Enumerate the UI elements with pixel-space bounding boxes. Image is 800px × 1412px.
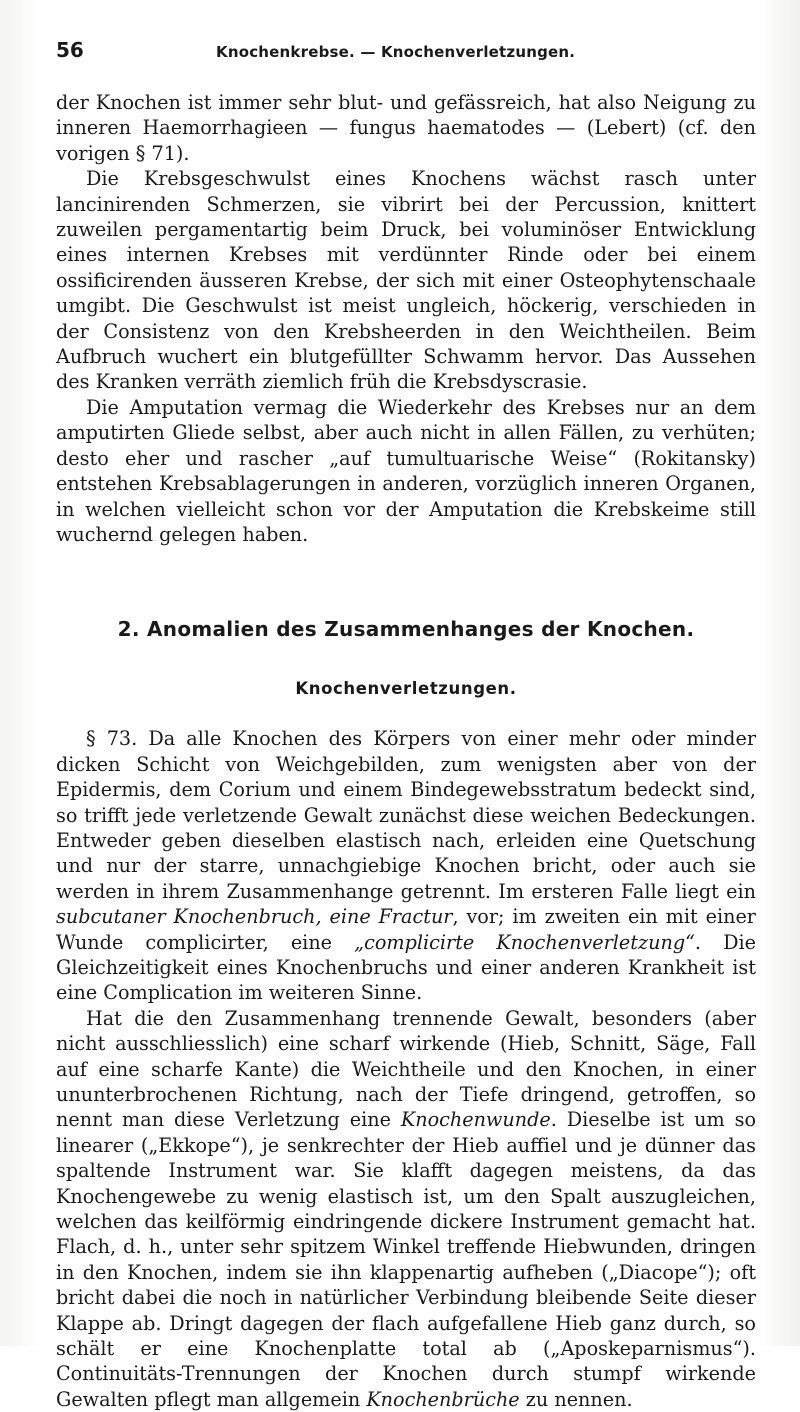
paragraph-knochenwunde-emphasis-1: Knochenwunde [400,1108,551,1132]
section-heading: 2. Anomalien des Zusammenhanges der Knochen. [117,617,695,642]
paragraph-73-emphasis-1: subcutaner Knochenbruch, eine Fractur [56,905,453,929]
subsection-heading: Knochenverletzungen. [295,679,517,699]
page-number: 56 [56,38,84,62]
paragraph-amputation: Die Amputation vermag die Wiederkehr des Krebses nur an dem amputirten Gliede selbst, aber auch nicht in allen Fällen, zu verhüten; desto eher und rascher „auf tumultuarische Weise“ (Rokitansky) entstehen Krebsablagerungen in anderen, vorzüglich inneren Organen, in welchen vielleicht schon vor der Amputation die Krebskeime still wuchernd gelegen haben. [56,395,756,546]
running-head [56,38,756,76]
paragraph-73-part-2: , vor; im zweiten ein mit einer Wunde complicirter, eine [56,905,756,954]
paragraph-73-part-3: . Die Gleichzeitigkeit eines Knochenbruchs und einer anderen Krankheit ist eine Complication im weiteren Sinne. [56,930,756,1005]
running-title: Knochenkrebse. — Knochenverletzungen. [216,43,576,61]
body-text-upper [56,90,756,547]
body-text-lower [56,726,756,1412]
paragraph-73 [56,726,756,1005]
paragraph-continued: der Knochen ist immer sehr blut- und gefässreich, hat also Neigung zu inneren Haemorrhagieen — fungus haematodes — (Lebert) (cf. den vorigen § 71). [56,91,756,165]
paragraph-knochenwunde [56,1006,756,1412]
paragraph-73-emphasis-2: „complicirte Knochenverletzung“ [354,930,695,954]
paragraph-krebsgeschwulst: Die Krebsgeschwulst eines Knochens wächst rasch unter lancinirenden Schmerzen, sie vibrirt bei der Percussion, knittert zuweilen pergamentartig beim Druck, bei voluminöser Entwicklung eines internen Krebses mit verdünnter Rinde oder bei einem ossificirenden äusseren Krebse, der sich mit einer Osteophytenschaale umgibt. Die Geschwulst ist meist ungleich, höckerig, verschieden in der Consistenz von den Krebsheerden in den Weichtheilen. Beim Aufbruch wuchert ein blutgefüllter Schwamm hervor. Das Aussehen des Kranken verräth ziemlich früh die Krebsdyscrasie. [56,167,756,394]
paragraph-knochenwunde-emphasis-2: Knochenbrüche [366,1387,520,1411]
paragraph-knochenwunde-part-1: Hat die den Zusammenhang trennende Gewalt, besonders (aber nicht ausschliesslich) eine scharf wirkende (Hieb, Schnitt, Säge, Fall auf eine scharfe Kante) die Weichtheile und den Knochen, in einer ununterbrochenen Richtung, nach der Tiefe dringend, getroffen, so nennt man diese Verletzung eine [56,1006,756,1132]
paragraph-knochenwunde-part-3: zu nennen. [519,1387,633,1411]
paragraph-73-part-1: § 73. Da alle Knochen des Körpers von einer mehr oder minder dicken Schicht von Weichgebilden, zum wenigsten aber von der Epidermis, dem Corium und einem Bindegewebsstratum bedeckt sind, so trifft jede verletzende Gewalt zunächst diese weichen Bedeckungen. Entweder geben dieselben elastisch nach, erleiden eine Quetschung und nur der starre, unnachgiebige Knochen bricht, oder auch sie werden in ihrem Zusammenhange getrennt. Im ersteren Falle liegt ein [56,727,756,903]
paragraph-knochenwunde-part-2: . Dieselbe ist um so linearer („Ekkope“), je senkrechter der Hieb auffiel und je dünner das spaltende Instrument war. Sie klafft dagegen meistens, da das Knochengewebe zu wenig elastisch ist, um den Spalt auszugleichen, welchen das keilförmig eindringende dickere Instrument gemacht hat. Flach, d. h., unter sehr spitzem Winkel treffende Hiebwunden, dringen in den Knochen, indem sie ihn klappenartig aufheben („Diacope“); oft bricht dabei die noch in natürlicher Verbindung bleibende Seite dieser Klappe ab. Dringt dagegen der flach aufgefallene Hieb ganz durch, so schält er eine Knochenplatte total ab („Aposkeparnismus“). Continuitäts-Trennungen der Knochen durch stumpf wirkende Gewalten pflegt man allgemein [56,1108,757,1411]
